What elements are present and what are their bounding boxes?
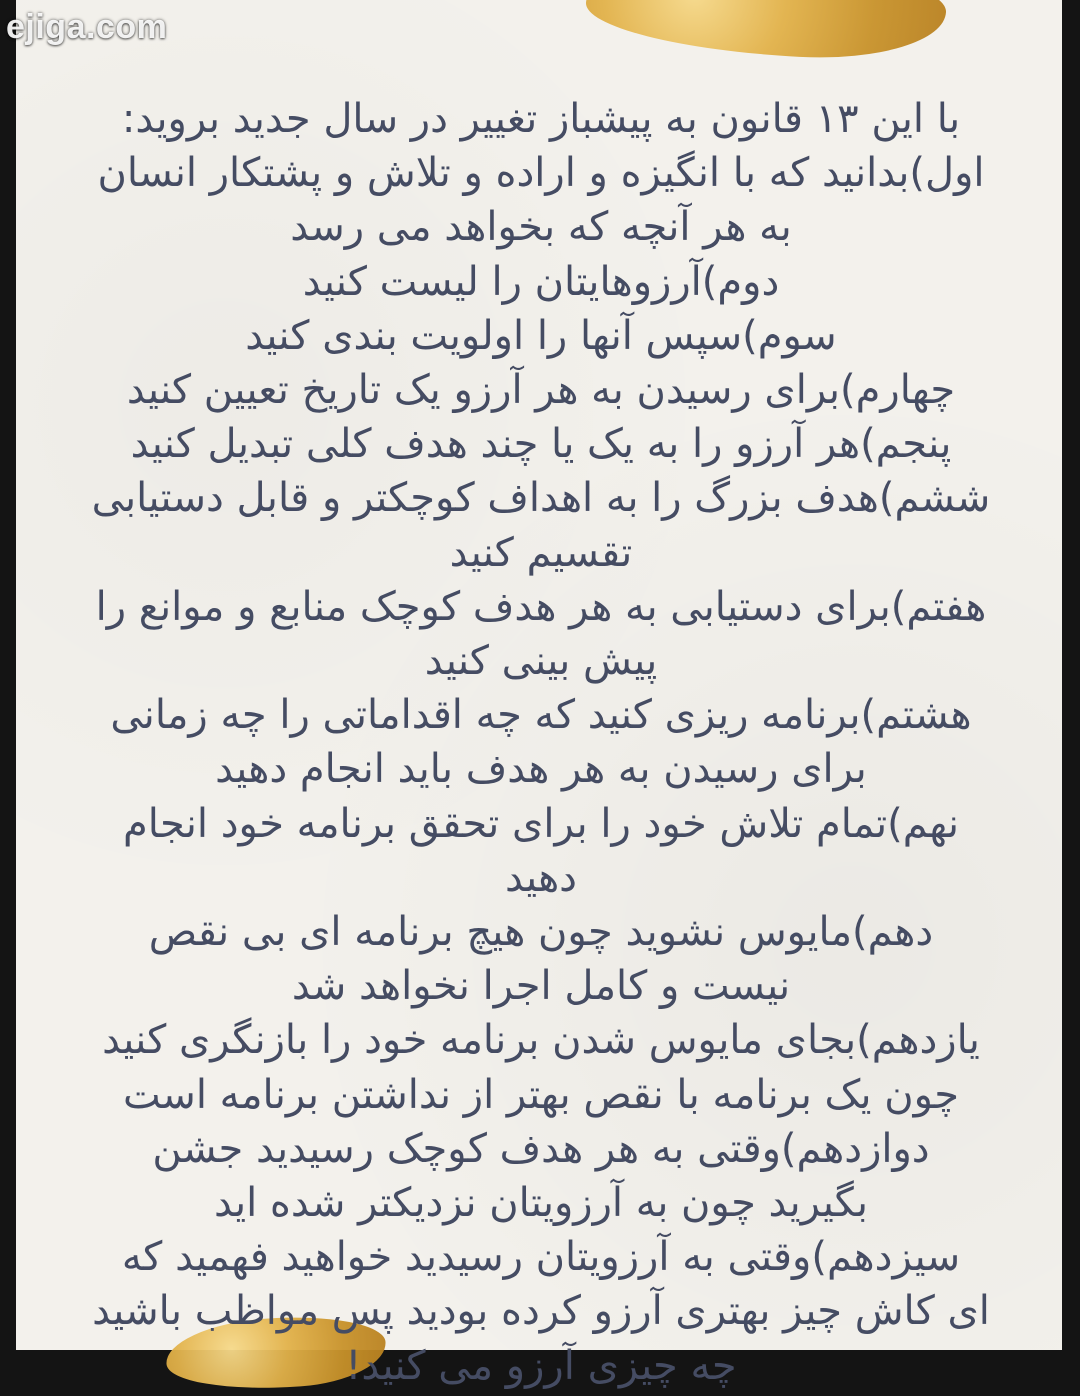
text-line-rule-1-cont: به هر آنچه که بخواهد می رسد <box>290 204 792 251</box>
text-line-rule-6: ششم)هدف بزرگ را به اهداف کوچکتر و قابل دستیابی <box>91 475 991 522</box>
text-line-rule-13-cont: ای کاش چیز بهتری آرزو کرده بودید پس مواظب باشید <box>92 1288 990 1335</box>
text-line-rule-10: دهم)مایوس نشوید چون هیچ برنامه ای بی نقص <box>148 909 934 956</box>
handwritten-text <box>46 92 1036 1393</box>
text-line-rule-13-end: چه چیزی آرزو می کنید! <box>345 1342 737 1389</box>
text-line-rule-9-cont: دهید <box>505 854 577 901</box>
gold-brush-stroke-top <box>584 0 948 64</box>
text-line-rule-3: سوم)سپس آنها را اولویت بندی کنید <box>245 312 837 359</box>
text-line-rule-5: پنجم)هر آرزو را به یک یا چند هدف کلی تبدیل کنید <box>130 421 952 468</box>
text-line-rule-13: سیزدهم)وقتی به آرزویتان رسیدید خواهید فهمید که <box>121 1234 961 1281</box>
text-line-rule-7: هفتم)برای دستیابی به هر هدف کوچک منابع و موانع را <box>95 583 987 630</box>
text-line-rule-9: نهم)تمام تلاش خود را برای تحقق برنامه خود انجام <box>123 800 959 847</box>
text-line-rule-4: چهارم)برای رسیدن به هر آرزو یک تاریخ تعیین کنید <box>126 367 956 414</box>
text-line-rule-11-cont: چون یک برنامه با نقص بهتر از نداشتن برنامه است <box>123 1071 959 1118</box>
watermark: ejiga.com <box>6 8 168 46</box>
text-line-rule-10-cont: نیست و کامل اجرا نخواهد شد <box>291 963 791 1010</box>
text-line-rule-8-cont: برای رسیدن به هر هدف باید انجام دهید <box>215 746 867 793</box>
text-line-rule-1: اول)بدانید که با انگیزه و اراده و تلاش و پشتکار انسان <box>97 150 985 197</box>
text-line-rule-2: دوم)آرزوهایتان را لیست کنید <box>302 258 780 305</box>
paper-background <box>16 0 1062 1389</box>
text-line-rule-11: یازدهم)بجای مایوس شدن برنامه خود را بازنگری کنید <box>102 1017 980 1064</box>
text-line-rule-12: دوازدهم)وقتی به هر هدف کوچک رسیدید جشن <box>152 1125 930 1172</box>
text-line-rule-6-cont: تقسیم کنید <box>449 529 633 576</box>
text-line-rule-7-cont: پیش بینی کنید <box>424 638 658 685</box>
text-line-intro: با این ۱۳ قانون به پیشباز تغییر در سال جدید بروید: <box>121 96 961 142</box>
text-line-rule-8: هشتم)برنامه ریزی کنید که چه اقداماتی را چه زمانی <box>110 692 972 739</box>
text-line-rule-12-cont: بگیرید چون به آرزویتان نزدیکتر شده اید <box>213 1180 869 1227</box>
